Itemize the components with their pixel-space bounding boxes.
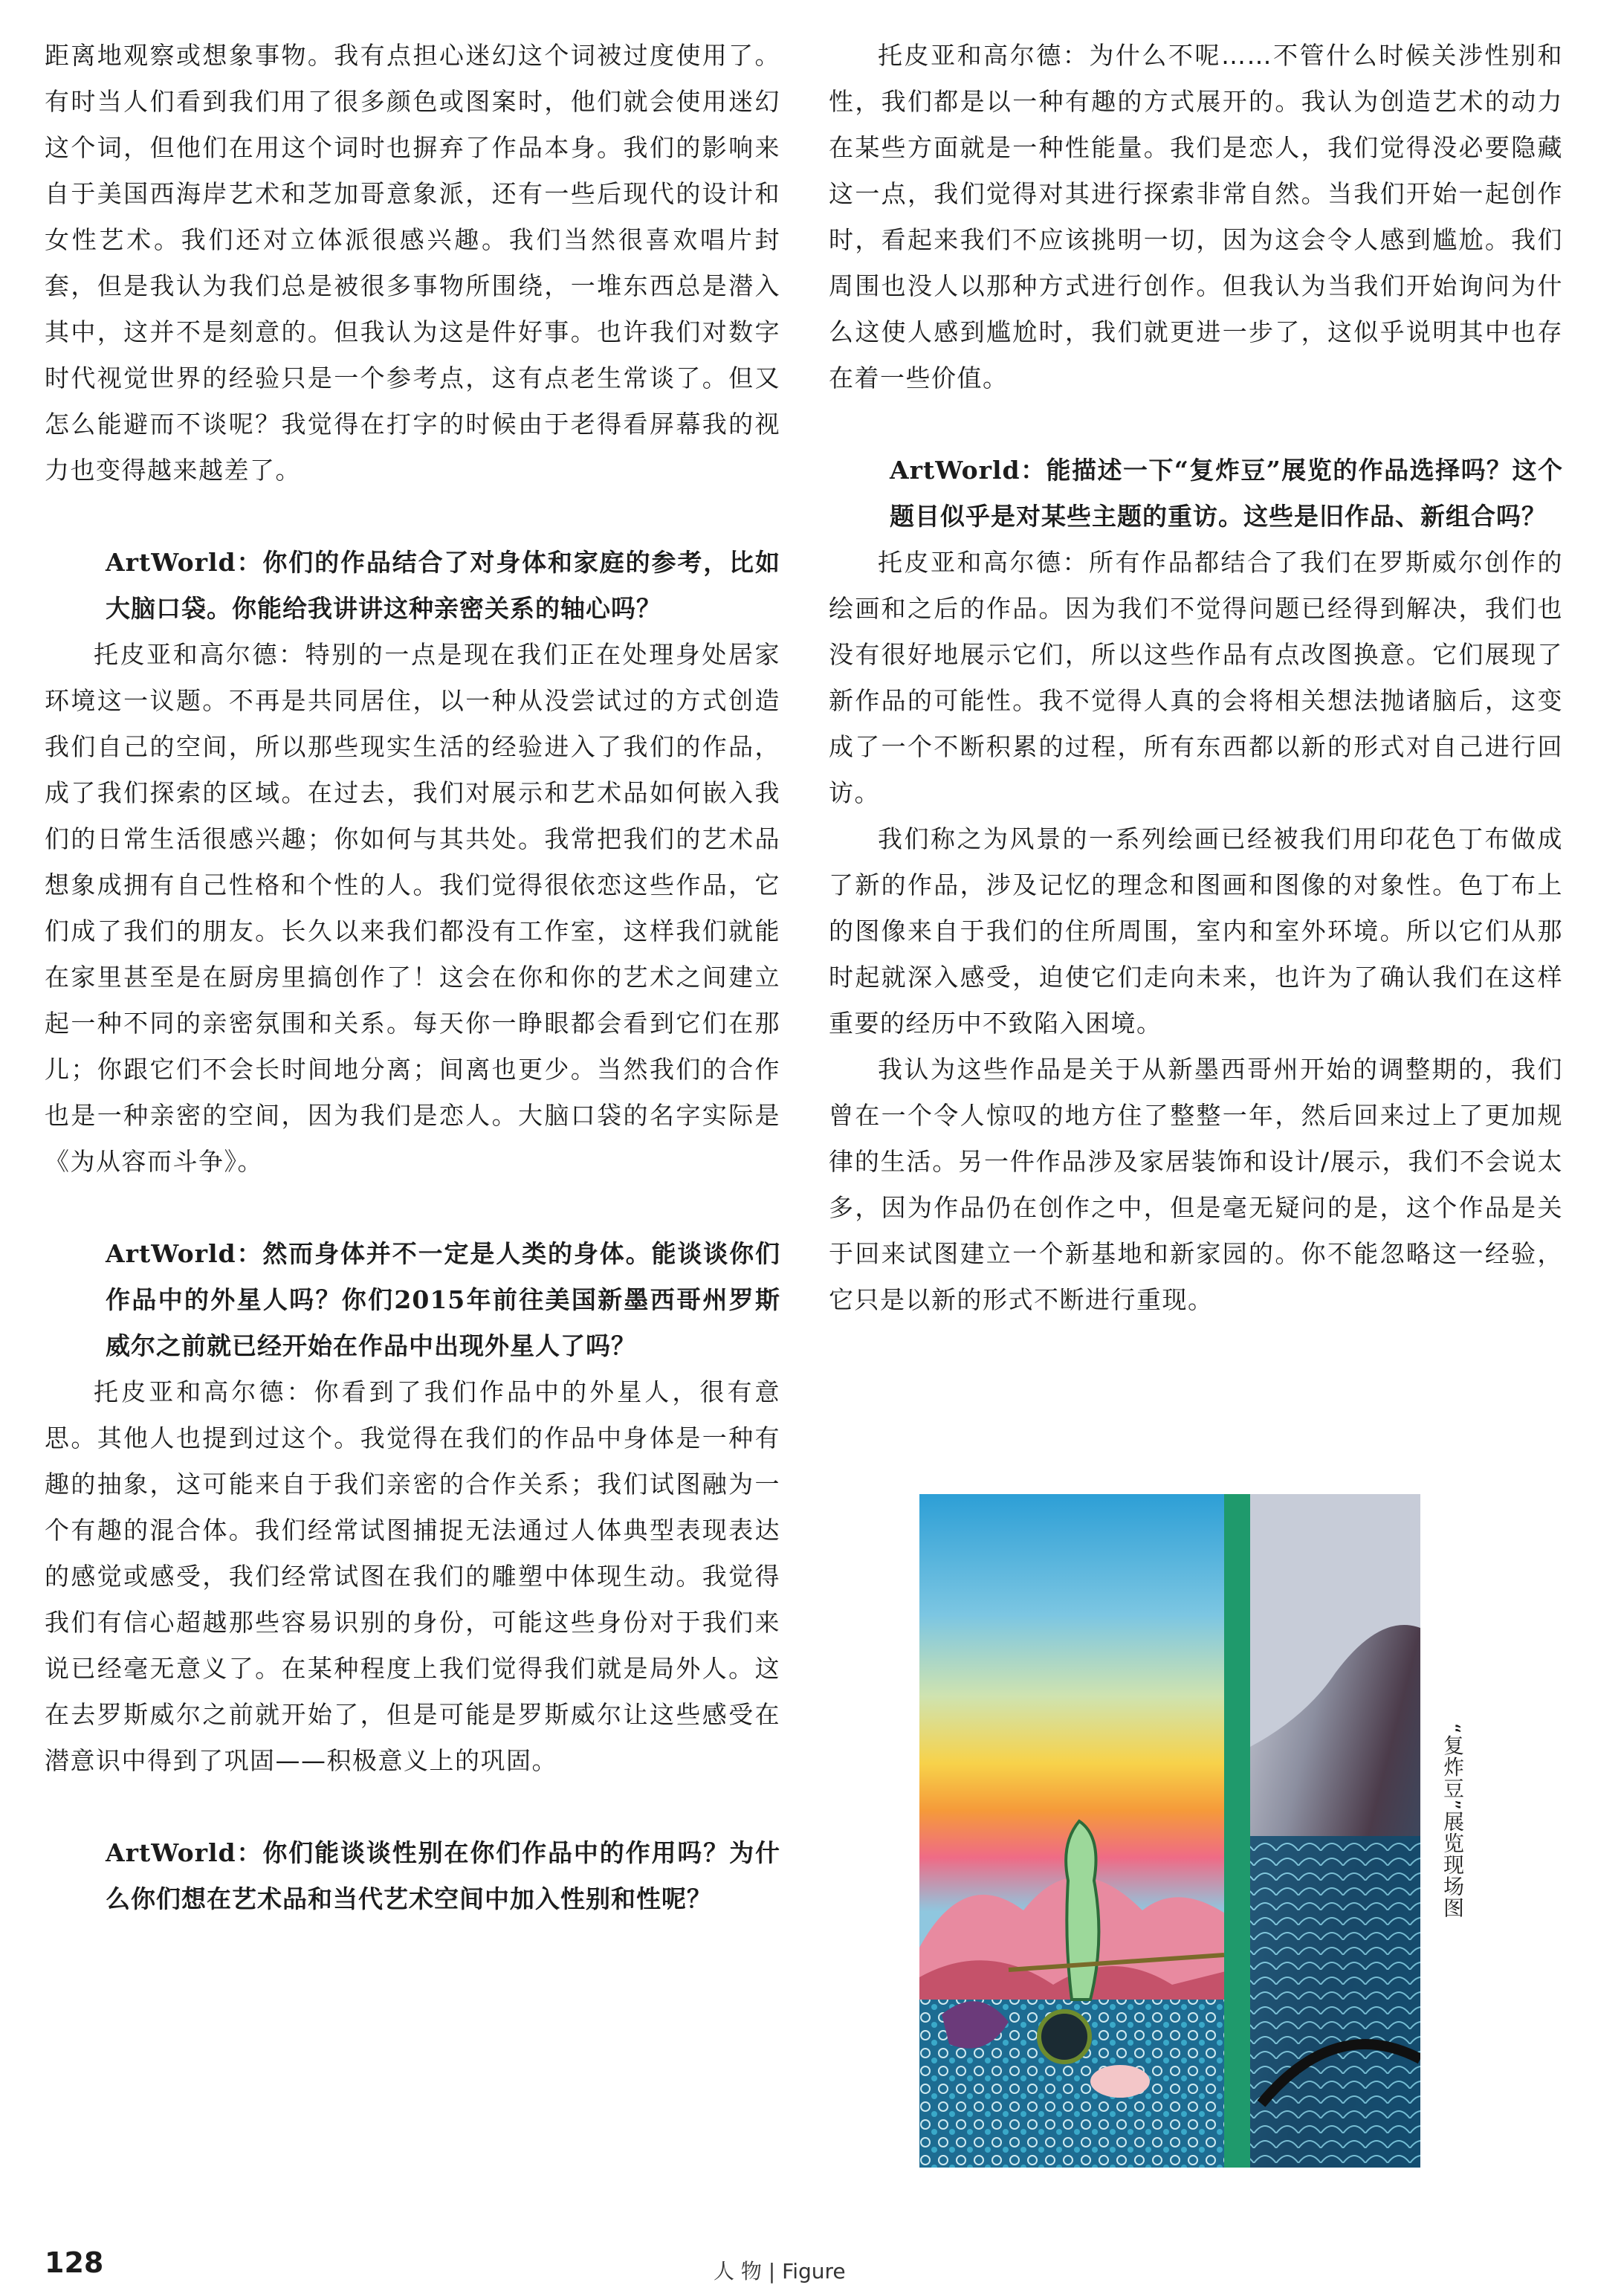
body-paragraph: 托皮亚和高尔德：所有作品都结合了我们在罗斯威尔创作的绘画和之后的作品。因为我们不觉得问题已经得到解决，我们也没有很好地展示它们，所以这些作品有点改图换意。它们展现了新作品的可能性。我不觉得人真的会将相关想法抛诸脑后，这变成了一个不断积累的过程，所有东西都以新的形式对自己进行回访。 (829, 548, 1563, 807)
body-paragraph: 距离地观察或想象事物。我有点担心迷幻这个词被过度使用了。有时当人们看到我们用了很多颜色或图案时，他们就会使用迷幻这个词，但他们在用这个词时也摒弃了作品本身。我们的影响来自于美国西海岸艺术和芝加哥意象派，还有一些后现代的设计和女性艺术。我们还对立体派很感兴趣。我们当然很喜欢唱片封套，但是我认为我们总是被很多事物所围绕，一堆东西总是潜入其中，这并不是刻意的。但我认为这是件好事。也许我们对数字时代视觉世界的经验只是一个参考点，这有点老生常谈了。但又怎么能避而不谈呢？我觉得在打字的时候由于老得看屏幕我的视力也变得越来越差了。 (45, 41, 780, 485)
body-paragraph: 托皮亚和高尔德：特别的一点是现在我们正在处理身处居家环境这一议题。不再是共同居住，以一种从没尝试过的方式创造我们自己的空间，所以那些现实生活的经验进入了我们的作品，成了我们探索的区域。在过去，我们对展示和艺术品如何嵌入我们的日常生活很感兴趣；你如何与其共处。我常把我们的艺术品想象成拥有自己性格和个性的人。我们觉得很依恋这些作品，它们成了我们的朋友。长久以来我们都没有工作室，这样我们就能在家里甚至是在厨房里搞创作了！这会在你和你的艺术之间建立起一种不同的亲密氛围和关系。每天你一睁眼都会看到它们在那儿；你跟它们不会长时间地分离；间离也更少。当然我们的合作也是一种亲密的空间，因为我们是恋人。大脑口袋的名字实际是《为从容而斗争》。 (45, 640, 780, 1176)
interview-question: ArtWorld：你们的作品结合了对身体和家庭的参考，比如大脑口袋。你能给我讲讲这种亲密关系的轴心吗？ (106, 548, 780, 623)
right-column (829, 33, 1563, 1323)
interview-question: ArtWorld：你们能谈谈性别在你们作品中的作用吗？为什么你们想在艺术品和当代艺术空间中加入性别和性呢？ (106, 1838, 780, 1913)
running-title: 人 物 | Figure (714, 2259, 846, 2284)
paragraph-gap (829, 401, 1563, 447)
paragraph-gap (45, 494, 780, 540)
body-paragraph: 我们称之为风景的一系列绘画已经被我们用印花色丁布做成了新的作品，涉及记忆的理念和图画和图像的对象性。色丁布上的图像来自于我们的住所周围，室内和室外环境。所以它们从那时起就深入感受，迫使它们走向未来，也许为了确认我们在这样重要的经历中不致陷入困境。 (829, 824, 1563, 1038)
paragraph-gap (45, 1185, 780, 1231)
body-paragraph: 托皮亚和高尔德：你看到了我们作品中的外星人，很有意思。其他人也提到过这个。我觉得在我们的作品中身体是一种有趣的抽象，这可能来自于我们亲密的合作关系；我们试图融为一个有趣的混合体。我们经常试图捕捉无法通过人体典型表现表达的感觉或感受，我们经常试图在我们的雕塑中体现生动。我觉得我们有信心超越那些容易识别的身份，可能这些身份对于我们来说已经毫无意义了。在某种程度上我们觉得我们就是局外人。这在去罗斯威尔之前就开始了，但是可能是罗斯威尔让这些感受在潜意识中得到了巩固——积极意义上的巩固。 (45, 1377, 780, 1775)
interview-question: ArtWorld：然而身体并不一定是人类的身体。能谈谈你们作品中的外星人吗？你们2015年前往美国新墨西哥州罗斯威尔之前就已经开始在作品中出现外星人了吗？ (106, 1239, 780, 1360)
left-column (45, 33, 780, 1922)
interview-question: ArtWorld：能描述一下“复炸豆”展览的作品选择吗？这个题目似乎是对某些主题的重访。这些是旧作品、新组合吗？ (890, 456, 1563, 531)
page-number: 128 (45, 2246, 104, 2279)
figure-caption: “复炸豆”展览现场图 (1440, 1723, 1465, 1919)
body-paragraph: 托皮亚和高尔德：为什么不呢……不管什么时候关涉性别和性，我们都是以一种有趣的方式展开的。我认为创造艺术的动力在某些方面就是一种性能量。我们是恋人，我们觉得没必要隐藏这一点，我们觉得对其进行探索非常自然。当我们开始一起创作时，看起来我们不应该挑明一切，因为这会令人感到尴尬。我们周围也没人以那种方式进行创作。但我认为当我们开始询问为什么这使人感到尴尬时，我们就更进一步了，这似乎说明其中也存在着一些价值。 (829, 41, 1563, 392)
body-paragraph: 我认为这些作品是关于从新墨西哥州开始的调整期的，我们曾在一个令人惊叹的地方住了整整一年，然后回来过上了更加规律的生活。另一件作品涉及家居装饰和设计/展示，我们不会说太多，因为作品仍在创作之中，但是毫无疑问的是，这个作品是关于回来试图建立一个新基地和新家园的。你不能忽略这一经验，它只是以新的形式不断进行重现。 (829, 1055, 1563, 1314)
exhibition-photo (919, 1494, 1420, 2168)
paragraph-gap (45, 1784, 780, 1830)
